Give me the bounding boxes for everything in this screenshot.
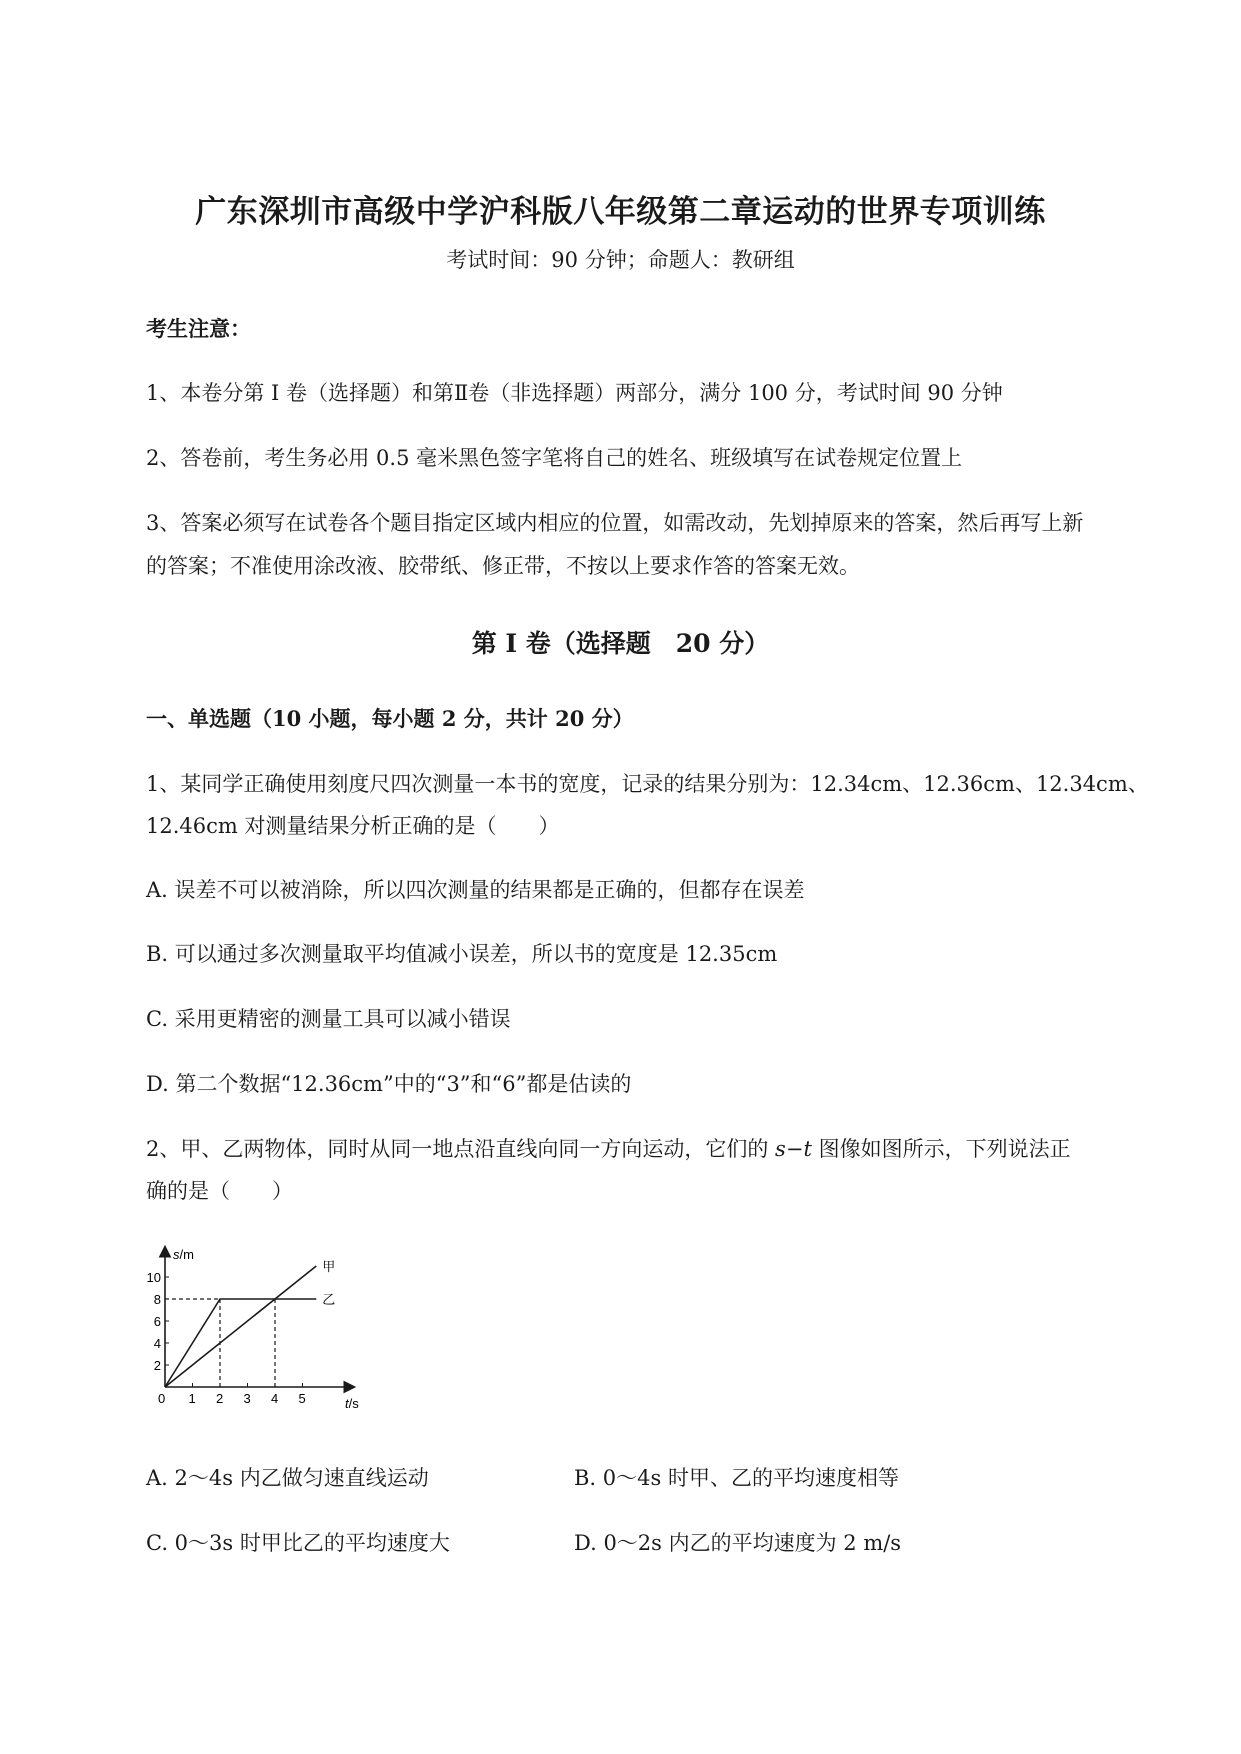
notice-item: 的答案；不准使用涂改液、胶带纸、修正带，不按以上要求作答的答案无效。 xyxy=(146,554,860,578)
series-label: 乙 xyxy=(322,1292,336,1307)
symbol-s: s xyxy=(775,1137,786,1161)
x-tick-label: 0 xyxy=(158,1391,166,1406)
question-2-option-c: C. 0～3s 时甲比乙的平均速度大 xyxy=(146,1531,450,1555)
notice-item: 1、本卷分第 I 卷（选择题）和第Ⅱ卷（非选择题）两部分，满分 100 分，考试时间 90 分钟 xyxy=(146,381,1003,405)
x-tick-label: 4 xyxy=(271,1391,279,1406)
x-tick-label: 3 xyxy=(243,1391,251,1406)
stem-text: 2、甲、乙两物体，同时从同一地点沿直线向同一方向运动，它们的 xyxy=(146,1137,776,1161)
question-1-option-c: C. 采用更精密的测量工具可以减小错误 xyxy=(146,1007,511,1031)
symbol-dash: − xyxy=(785,1137,804,1161)
notice-item: 3、答案必须写在试卷各个题目指定区域内相应的位置，如需改动，先划掉原来的答案，然后再写上新 xyxy=(146,511,1084,535)
y-tick-label: 4 xyxy=(153,1336,161,1351)
question-1-option-d: D. 第二个数据“12.36cm”中的“3”和“6”都是估读的 xyxy=(146,1072,632,1096)
question-1-option-b: B. 可以通过多次测量取平均值减小误差，所以书的宽度是 12.35cm xyxy=(146,942,778,966)
part-heading: 一、单选题（10 小题，每小题 2 分，共计 20 分） xyxy=(146,706,634,731)
question-1-option-a: A. 误差不可以被消除，所以四次测量的结果都是正确的，但都存在误差 xyxy=(146,878,805,902)
s-t-graph xyxy=(140,1240,370,1415)
exam-info: 考试时间：90 分钟；命题人：教研组 xyxy=(446,248,795,272)
x-tick-label: 5 xyxy=(298,1391,306,1406)
notice-heading: 考生注意： xyxy=(146,316,251,341)
y-axis-label: s/m xyxy=(173,1247,194,1262)
section-title: 第 I 卷（选择题 20 分） xyxy=(471,629,770,658)
question-2-stem xyxy=(146,1133,1071,1163)
x-axis-label: t/s xyxy=(345,1396,359,1411)
symbol-t: t xyxy=(803,1137,812,1161)
question-1-stem: 12.46cm 对测量结果分析正确的是（ ） xyxy=(146,814,560,838)
y-tick-label: 8 xyxy=(153,1292,161,1307)
series-label: 甲 xyxy=(322,1259,336,1274)
notice-item: 2、答卷前，考生务必用 0.5 毫米黑色签字笔将自己的姓名、班级填写在试卷规定位置上 xyxy=(146,446,963,470)
y-tick-label: 6 xyxy=(153,1314,161,1329)
y-tick-label: 2 xyxy=(153,1358,161,1373)
y-tick-label: 10 xyxy=(146,1270,161,1285)
question-2-option-b: B. 0～4s 时甲、乙的平均速度相等 xyxy=(574,1466,899,1490)
series-line xyxy=(165,1299,316,1387)
question-2-stem: 确的是（ ） xyxy=(146,1179,293,1203)
question-1-stem: 1、某同学正确使用刻度尺四次测量一本书的宽度，记录的结果分别为：12.34cm、12.36cm、12.34cm、 xyxy=(146,772,1149,796)
x-tick-label: 1 xyxy=(188,1391,196,1406)
x-tick-label: 2 xyxy=(216,1391,224,1406)
series-line xyxy=(165,1266,316,1387)
question-2-option-a: A. 2～4s 内乙做匀速直线运动 xyxy=(146,1466,429,1490)
page-title: 广东深圳市高级中学沪科版八年级第二章运动的世界专项训练 xyxy=(195,194,1046,230)
question-2-option-d: D. 0～2s 内乙的平均速度为 2 m/s xyxy=(574,1531,902,1555)
stem-text: 图像如图所示，下列说法正 xyxy=(811,1137,1071,1161)
